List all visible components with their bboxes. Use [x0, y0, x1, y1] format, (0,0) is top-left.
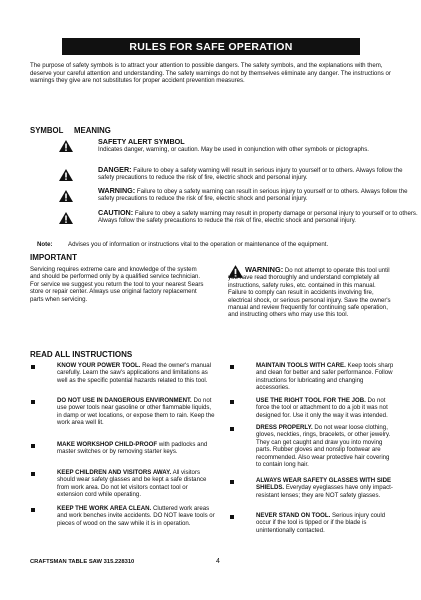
important-paragraph: Servicing requires extreme care and knowledge of the system and should be performed only by a qualified service technician. For service we suggest you return the tool to your nearest Sears store or repair center. Always use original factory replacement parts when servicing. [30, 266, 204, 303]
rule-text: Do not wear loose clothing, gloves, neckties, rings, bracelets, or other jewelry. They can get caught and draw you into moving parts. Rubber gloves and nonslip footwear are recommended. Also wear protective hair covering to contain long hair. [256, 424, 391, 469]
symbol-term: CAUTION: [98, 208, 134, 217]
symbol-term: SAFETY ALERT SYMBOL [98, 137, 185, 146]
rule-title: KEEP THE WORK AREA CLEAN. [57, 505, 152, 512]
bullet-marker [31, 444, 35, 448]
rule-title: NEVER STAND ON TOOL. [256, 512, 331, 519]
important-heading: IMPORTANT [30, 253, 77, 262]
symbol-term: DANGER: [98, 165, 132, 174]
bullet-marker [31, 508, 35, 512]
bullet-marker [31, 472, 35, 476]
bullet-marker [31, 365, 35, 369]
rule-item [57, 469, 215, 499]
rule-title: DO NOT USE IN DANGEROUS ENVIRONMENT. [57, 397, 192, 404]
rule-text: with padlocks and master switches or by removing starter keys. [57, 441, 208, 456]
rule-text: Do not use power tools near gasoline or other flammable liquids, in damp or wet locations, or expose them to rain. Keep the work area well lit. [57, 397, 215, 427]
note-label: Note: [37, 241, 53, 248]
bullet-marker [31, 400, 35, 404]
meaning-column-header: MEANING [74, 126, 111, 135]
rule-title: DRESS PROPERLY. [256, 424, 313, 431]
rule-title: KEEP CHILDREN AND VISITORS AWAY. [57, 469, 172, 476]
rule-title: KNOW YOUR POWER TOOL. [57, 362, 141, 369]
read-instructions-heading: READ ALL INSTRUCTIONS [30, 350, 133, 359]
rule-title: ALWAYS WEAR SAFETY GLASSES WITH SIDE SHIELDS. [256, 477, 392, 492]
intro-paragraph: The purpose of safety symbols is to attract your attention to possible dangers. The safety symbols, and the explanations with them, deserve your careful attention and understanding. The safety warnings do not by themselves eliminate any danger. The instructions or warnings they give are not substitutes for proper accident prevention measures. [30, 62, 391, 85]
symbol-row-caution [30, 208, 418, 239]
rule-text: Everyday eyeglasses have only impact-resistant lenses; they are NOT safety glasses. [256, 484, 393, 499]
bullet-marker [230, 365, 234, 369]
rule-item [57, 362, 215, 384]
note-text: Advises you of information or instructions vital to the operation or maintenance of the equipment. [68, 241, 329, 248]
rule-text: Serious injury could occur if the tool is tipped or if the blade is unintentionally contacted. [256, 512, 386, 534]
rule-item [256, 512, 396, 534]
warning-icon [59, 190, 73, 202]
rule-text: Do not force the tool or attachment to do a job it was not designed for. Use it only the way it was intended. [256, 397, 388, 419]
bullet-marker [230, 515, 234, 519]
safety-alert-icon [59, 140, 73, 152]
rule-text: Keep tools sharp and clean for better and safer performance. Follow instructions for lubricating and changing accessories. [256, 362, 394, 392]
rule-title: USE THE RIGHT TOOL FOR THE JOB. [256, 397, 366, 404]
symbol-desc: Indicates danger, warning, or caution. May be used in conjunction with other symbols or pictographs. [98, 146, 369, 154]
bullet-marker [230, 400, 234, 404]
symbol-desc: Failure to obey a safety warning may result in property damage or personal injury to yourself or to others. Always follow the safety precautions to reduce the risk of fire, electric shock and personal injury. [98, 210, 418, 225]
symbol-desc: Failure to obey a safety warning will result in serious injury to yourself or to others. Always follow the safety precautions to reduce the risk of fire, electric shock and personal injury. [98, 167, 403, 182]
rule-title: MAKE WORKSHOP CHILD-PROOF [57, 441, 158, 448]
bullet-marker [230, 427, 234, 431]
rule-text: All visitors should wear safety glasses and be kept a safe distance from work area. Do not let visitors contact tool or extension cord while operating. [57, 469, 207, 499]
rule-item [256, 477, 396, 499]
symbol-row-warning [30, 186, 408, 211]
danger-icon [59, 169, 73, 181]
page-banner-title: RULES FOR SAFE OPERATION [62, 38, 360, 55]
bullet-marker [230, 480, 234, 484]
rule-item [57, 397, 215, 427]
warning-text: Do not attempt to operate this tool until you have read thoroughly and understand completely all instructions, safety rules, etc. contained in this manual. Failure to comply can result in accidents involving fire, electrical shock, or serious personal injury. Save the owner's manual and review frequently for continuing safe operation, and instructing others who may use this tool. [228, 267, 391, 319]
warning-paragraph [228, 266, 394, 319]
rule-item [57, 441, 215, 456]
rule-item [256, 424, 396, 468]
rule-item [256, 397, 396, 419]
page-number: 4 [216, 558, 220, 565]
rule-item [256, 362, 396, 392]
rule-title: MAINTAIN TOOLS WITH CARE. [256, 362, 346, 369]
symbol-row-alert [30, 138, 392, 168]
symbol-desc: Failure to obey a safety warning can result in serious injury to yourself or to others. Always follow the safety precautions to reduce the risk of fire, electric shock and personal injury. [98, 188, 408, 203]
rule-text: Cluttered work areas and work benches invite accidents. DO NOT leave tools or pieces of wood on the saw while it is in operation. [57, 505, 215, 527]
rule-item [57, 505, 215, 527]
symbol-column-header: SYMBOL [30, 126, 64, 135]
footer-brand: CRAFTSMAN TABLE SAW 315.228310 [30, 559, 135, 565]
symbol-term: WARNING: [98, 186, 136, 195]
caution-icon [59, 212, 73, 224]
rule-text: Read the owner's manual carefully. Learn the saw's applications and limitations as well as the specific potential hazards related to this tool. [57, 362, 212, 384]
warning-term: WARNING: [245, 265, 284, 274]
